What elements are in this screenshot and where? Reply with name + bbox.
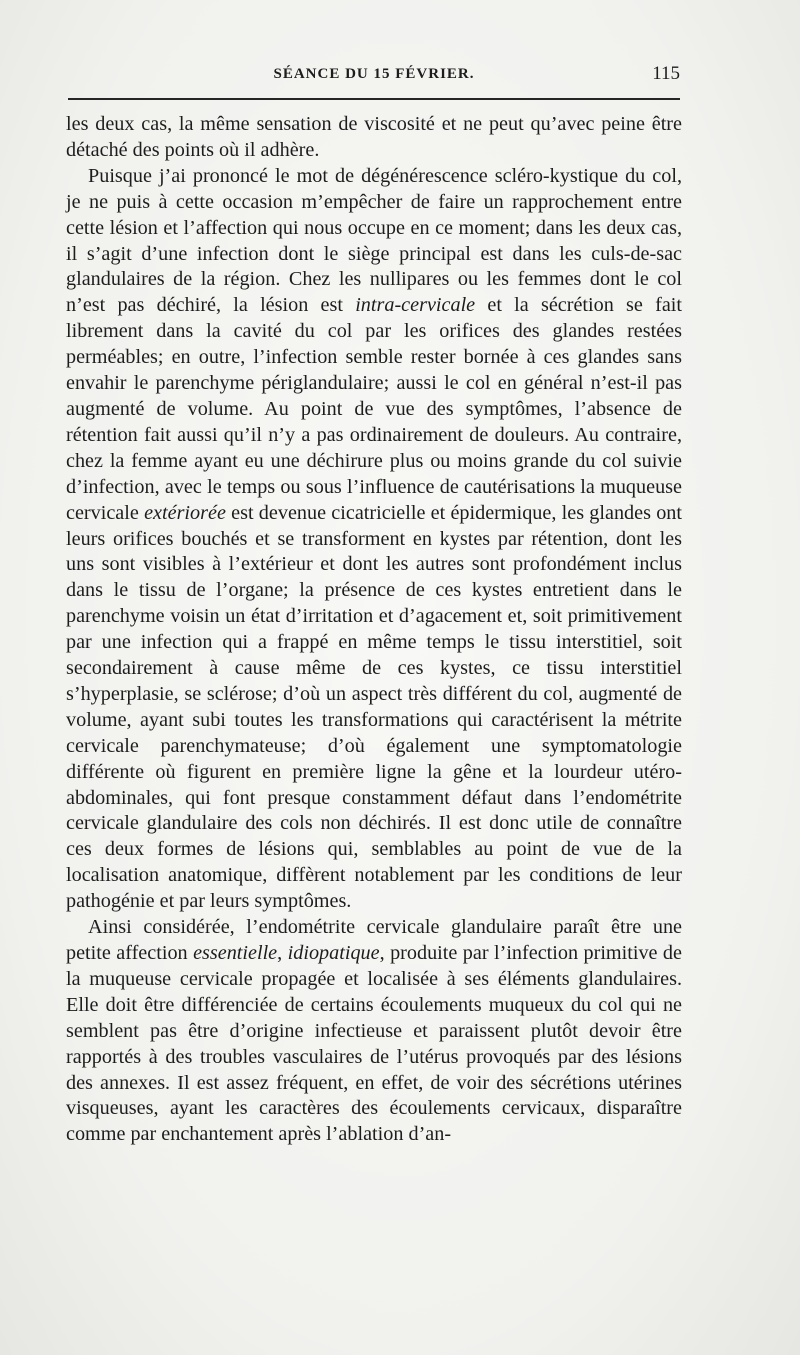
text-run: les deux cas, la même sensation de viscosité et ne peut qu’avec peine être détaché des points où il adhère. bbox=[66, 113, 682, 161]
text-run: Puisque j’ai prononcé le mot de dégénérescence scléro-kystique du col, je ne puis à cette occasion m’empêcher de faire un rapprochement entre cette lésion et l’affection qui nous occupe en ce moment; dans les deux cas, il s’agit d’une infection dont le siège principal est dans les culs-de-sac glandulaires de la région. Chez les nullipares ou les femmes dont le col n’est pas déchiré, la lésion est bbox=[66, 164, 682, 317]
text-run: et la sécrétion se fait librement dans la cavité du col par les orifices des glandes restées perméables; en outre, l’infection semble rester bornée à ces glandes sans envahir le parenchyme périglandulaire; aussi le col en général n’est-il pas augmenté de volume. Au point de vue des symptômes, l’absence de rétention fait aussi qu’il n’y a pas ordinairement de douleurs. Au contraire, chez la femme ayant eu une déchirure plus ou moins grande du col suivie d’infection, avec le temps ou sous l’influence de cautérisations la muqueuse cervicale bbox=[66, 294, 682, 524]
paragraph bbox=[66, 915, 682, 1148]
page-header bbox=[68, 63, 680, 88]
text-run: , bbox=[277, 942, 288, 964]
text-run: est devenue cicatricielle et épidermique, les glandes ont leurs orifices bouchés et se transforment en kystes par rétention, dont les uns sont visibles à l’extérieur et dont les autres sont profondément inclus dans le tissu de l’organe; la présence de ces kystes entretient dans le parenchyme voisin un état d’irritation et d’agacement et, soit primitivement par une infection qui a frappé en même temps le tissu interstitiel, soit secondairement à cause même de ces kystes, ce tissu interstitiel s’hyperplasie, se sclérose; d’où un aspect très différent du col, augmenté de volume, ayant subi toutes les transformations qui caractérisent la métrite cervicale parenchymateuse; d’où également une symptomatologie différente où figurent en première ligne la gêne et la lourdeur utéro-abdominales, qui font presque constamment défaut dans l’endométrite cervicale glandulaire des cols non déchirés. Il est donc utile de connaître ces deux formes de lésions qui, semblables au point de vue de la localisation anatomique, diffèrent notablement par les conditions de leur pathogénie et par leurs symptômes. bbox=[66, 501, 682, 913]
italic-term: extériorée bbox=[144, 501, 226, 524]
italic-term: idiopatique bbox=[287, 942, 380, 964]
paragraph bbox=[66, 164, 682, 915]
paragraph bbox=[66, 112, 682, 164]
text-run: Ainsi considérée, l’endométrite cervicale glandulaire paraît être une petite affection bbox=[66, 916, 682, 964]
italic-term: intra-cervicale bbox=[355, 294, 476, 317]
text-run: , produite par l’infection primitive de la muqueuse cervicale propagée et localisée à ses éléments glandulaires. Elle doit être différenciée de certains écoulements muqueux du col qui ne semblent pas être d’origine infectieuse et paraissent plutôt devoir être rapportés à des troubles vasculaires de l’utérus provoqués par des lésions des annexes. Il est assez fréquent, en effet, de voir des sécrétions utérines visqueuses, ayant les caractères des écoulements cervicaux, disparaître comme par enchantement après l’ablation d’an- bbox=[66, 942, 682, 1146]
header-rule bbox=[68, 98, 680, 100]
italic-term: essentielle bbox=[193, 942, 278, 964]
body-text bbox=[66, 112, 682, 1148]
page-number: 115 bbox=[652, 63, 680, 84]
running-title: SÉANCE DU 15 FÉVRIER. bbox=[273, 66, 475, 82]
